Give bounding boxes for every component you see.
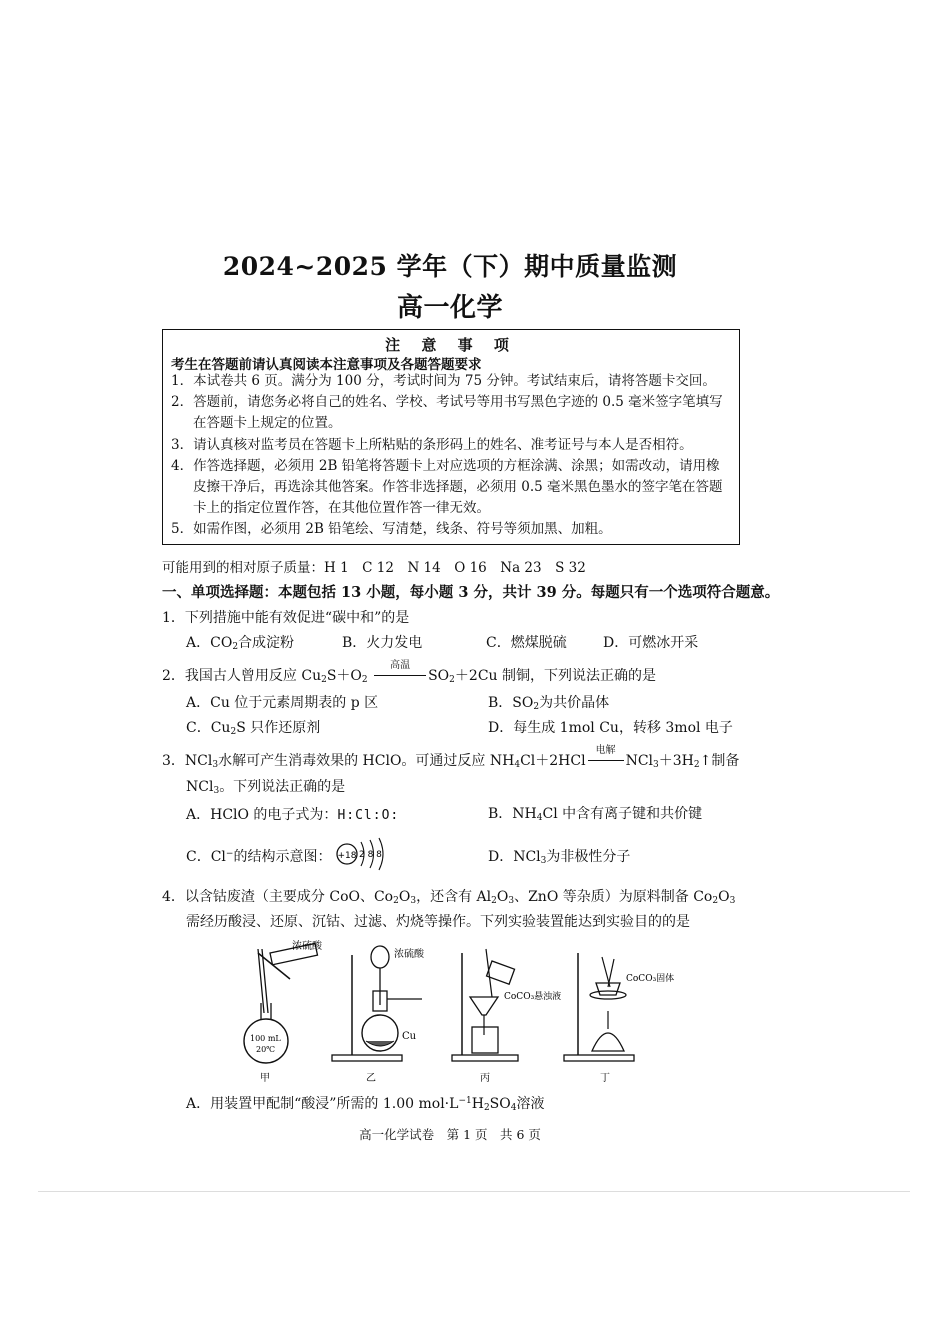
apparatus-bing — [452, 949, 561, 1061]
notice-item-4: 4．作答选择题，必须用 2B 铅笔将答题卡上对应选项的方框涂满、涂黑；如需改动，请用橡 — [171, 458, 720, 474]
question-3-option-d: D．NCl$_3$为非极性分子 — [488, 849, 631, 866]
ding-solid-label: CoCO₃固体 — [626, 974, 675, 984]
question-3-option-c: C．Cl−的结构示意图： — [186, 849, 332, 865]
notice-subheading: 考生在答题前请认真阅读本注意事项及各题答题要求 — [171, 357, 482, 373]
notice-heading: 注 意 事 项 — [385, 336, 517, 354]
question-2-option-c: C．$Cu_2S$ 只作还原剂 — [186, 720, 321, 737]
label-ding: 丁 — [600, 1073, 610, 1084]
notice-item-4-cont-2: 卡上的指定位置作答，在其他位置作答一律无效。 — [193, 500, 490, 516]
question-2-option-d: D．每生成 1mol Cu，转移 3mol 电子 — [488, 720, 733, 736]
label-bing: 丙 — [480, 1073, 490, 1084]
notice-item-2: 2．答题前，请您务必将自己的姓名、学校、考试号等用书写黑色字迹的 0.5 毫米签字笔填写 — [171, 394, 723, 410]
question-4-option-a: A．用装置甲配制“酸浸”所需的 1.00 $mol\cdot L^{-1}H_2SO_4$溶液 — [186, 1096, 545, 1113]
chloride-ion-structure-diagram — [334, 836, 394, 872]
question-3-stem: 3．NCl$_3$水解可产生消毒效果的 HClO。可通过反应 $NH_4Cl+2HCl$ 电解 $NCl_3+3H_2↑$制备 — [162, 745, 740, 770]
question-3-option-a: A．HClO 的电子式为：H:Cl:O: — [186, 807, 400, 823]
question-3-option-b: B．$NH_4Cl$ 中含有离子键和共价键 — [488, 806, 703, 823]
question-1-option-b: B．火力发电 — [342, 635, 423, 651]
question-1-option-c: C．燃煤脱硫 — [486, 635, 567, 651]
question-4-stem-cont: 需经历酸浸、还原、沉钴、过滤、灼烧等操作。下列实验装置能达到实验目的的是 — [186, 914, 690, 930]
notice-item-1: 1．本试卷共 6 页。满分为 100 分，考试时间为 75 分钟。考试结束后，请将答题卡交回。 — [171, 373, 716, 389]
question-1-option-a: A．$CO_2$合成淀粉 — [186, 635, 295, 652]
question-1-stem: 1．下列措施中能有效促进“碳中和”的是 — [162, 610, 410, 626]
notice-item-2-cont: 在答题卡上规定的位置。 — [193, 415, 342, 431]
question-2-option-a: A．Cu 位于元素周期表的 p 区 — [186, 695, 379, 711]
question-3-stem-cont: NCl$_3$。下列说法正确的是 — [186, 779, 346, 796]
page-footer: 高一化学试卷 第 1 页 共 6 页 — [359, 1127, 541, 1142]
yi-acid-label: 浓硫酸 — [394, 949, 424, 960]
bing-liquid-label: CoCO₃悬浊液 — [504, 992, 562, 1002]
question-4-stem: 4．以含钴废渣（主要成分 CoO、$Co_2O_3$，还含有 $Al_2O_3$、ZnO 等杂质）为原料制备 $Co_2O_3$ — [162, 889, 736, 906]
apparatus-jia — [244, 939, 323, 1063]
electron-formula: H:Cl:O: — [337, 808, 400, 823]
label-yi: 乙 — [366, 1073, 376, 1084]
notice-item-3: 3．请认真核对监考员在答题卡上所粘贴的条形码上的姓名、准考证号与本人是否相符。 — [171, 437, 693, 453]
page-divider — [38, 1191, 910, 1192]
jia-acid-label: 浓硫酸 — [292, 941, 322, 952]
flask-volume-label: 100 mL — [250, 1034, 281, 1043]
notice-item-4-cont-1: 皮擦干净后，再选涂其他答案。作答非选择题，必须用 0.5 毫米黑色墨水的签字笔在答题 — [193, 479, 723, 495]
nucleus-charge: +18 — [337, 851, 357, 861]
label-jia: 甲 — [260, 1073, 270, 1084]
electron-shells: 2 8 8 — [359, 850, 382, 860]
reaction-condition-arrow: 高温 — [374, 668, 426, 684]
apparatus-figure — [230, 935, 700, 1087]
question-1-option-d: D．可燃冰开采 — [603, 635, 699, 651]
notice-item-5: 5．如需作图，必须用 2B 铅笔绘、写清楚，线条、符号等须加黑、加粗。 — [171, 521, 612, 537]
notice-box — [162, 329, 740, 545]
apparatus-ding — [564, 953, 674, 1061]
question-2-stem: 2．我国古人曾用反应 $Cu_2S+O_2$ 高温 $SO_2+2Cu$ 制铜，下列说法正确的是 — [162, 660, 656, 685]
section-heading: 一、单项选择题：本题包括 13 小题，每小题 3 分，共计 39 分。每题只有一个选项符合题意。 — [162, 584, 780, 601]
question-2-option-b: B．$SO_2$为共价晶体 — [488, 695, 610, 712]
atomic-masses: 可能用到的相对原子质量：H 1 C 12 N 14 O 16 Na 23 S 32 — [162, 560, 586, 576]
apparatus-yi — [332, 946, 425, 1061]
cu-label: Cu — [402, 1031, 417, 1042]
flask-temp-label: 20℃ — [256, 1045, 276, 1054]
exam-subject: 高一化学 — [396, 293, 503, 323]
exam-title: 2024~2025 学年（下）期中质量监测 — [222, 252, 678, 281]
electrolysis-arrow: 电解 — [588, 753, 624, 769]
